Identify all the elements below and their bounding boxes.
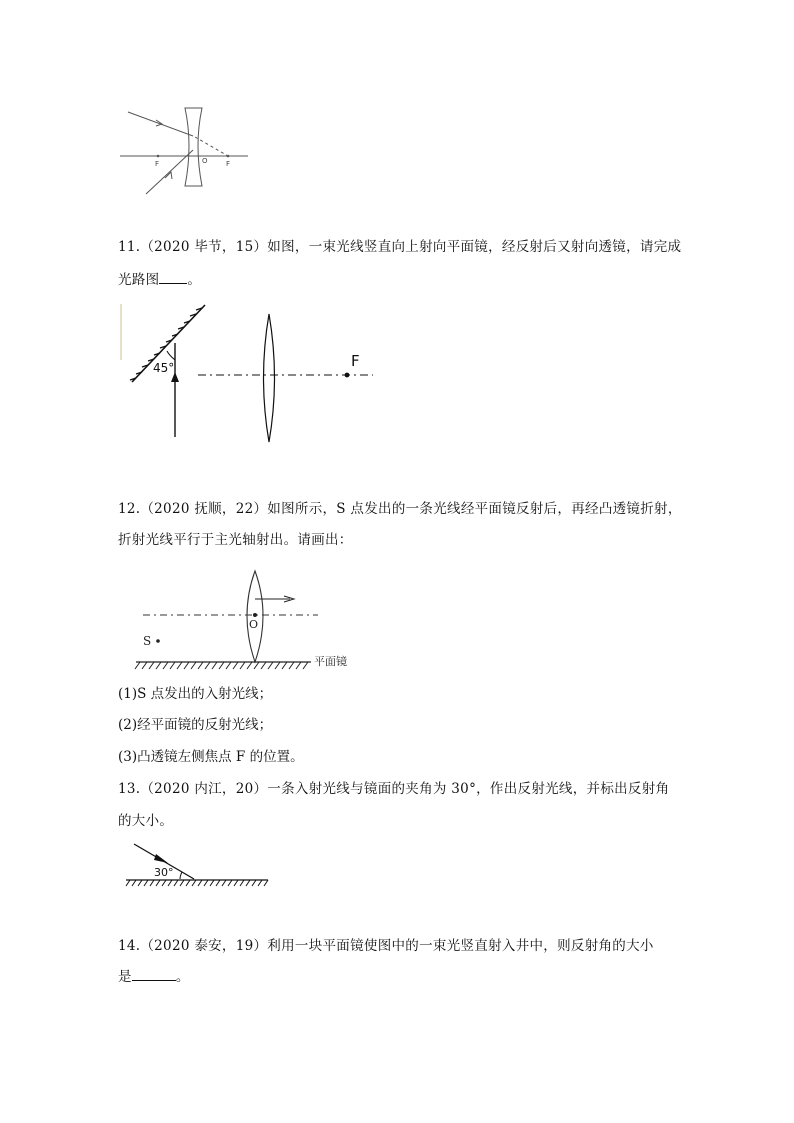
q11-answer-blank[interactable] xyxy=(159,271,187,284)
q14-answer-blank[interactable] xyxy=(132,968,176,981)
q12-item-1: (1)S 点发出的入射光线； xyxy=(118,686,273,702)
q14-line2-suffix: 。 xyxy=(175,969,190,985)
q13-line2: 的大小。 xyxy=(118,813,174,829)
q12-line1: 12.（2020 抚顺，22）如图所示，S 点发出的一条光线经平面镜反射后，再经凸透镜折射， xyxy=(118,501,682,517)
fig10-f-right: F xyxy=(226,160,231,168)
fig10-f-left: F xyxy=(155,160,160,168)
fig12-mirror-label: 平面镜 xyxy=(314,655,347,668)
mirror-lens-diagram xyxy=(118,300,378,450)
q11-line2-suffix: 。 xyxy=(187,272,202,288)
fig10-o-label: O xyxy=(202,157,208,165)
q11-line1: 11.（2020 毕节，15）如图，一束光线竖直向上射向平面镜，经反射后又射向透镜，请完成 xyxy=(118,239,682,255)
q14-line2-prefix: 是 xyxy=(118,969,132,985)
q13-line1: 13.（2020 内江，20）一条入射光线与镜面的夹角为 30°，作出反射光线，并标出反射角 xyxy=(118,781,670,797)
mirror-hatching xyxy=(135,662,308,669)
incident-ray-diagram xyxy=(120,838,275,893)
fig11-angle-label: 45° xyxy=(153,361,175,375)
q11-line2-prefix: 光路图 xyxy=(118,272,160,288)
q12-item-3: (3)凸透镜左侧焦点 F 的位置。 xyxy=(118,749,304,765)
fig12-s-label: S xyxy=(143,634,152,648)
q14-line2 xyxy=(118,967,190,987)
mirror-convex-lens-diagram xyxy=(118,565,368,675)
fig12-o-label: O xyxy=(249,618,259,631)
q11-line2 xyxy=(118,270,201,290)
concave-lens-diagram xyxy=(118,100,258,195)
q14-line1: 14.（2020 泰安，19）利用一块平面镜使图中的一束光竖直射入井中，则反射角的大小 xyxy=(118,938,654,954)
q12-line2: 折射光线平行于主光轴射出。请画出： xyxy=(118,532,353,548)
fig13-angle-label: 30° xyxy=(154,866,174,879)
q12-item-2: (2)经平面镜的反射光线； xyxy=(118,717,273,733)
fig11-f-label: F xyxy=(351,352,360,370)
mirror-hatching xyxy=(126,880,268,886)
